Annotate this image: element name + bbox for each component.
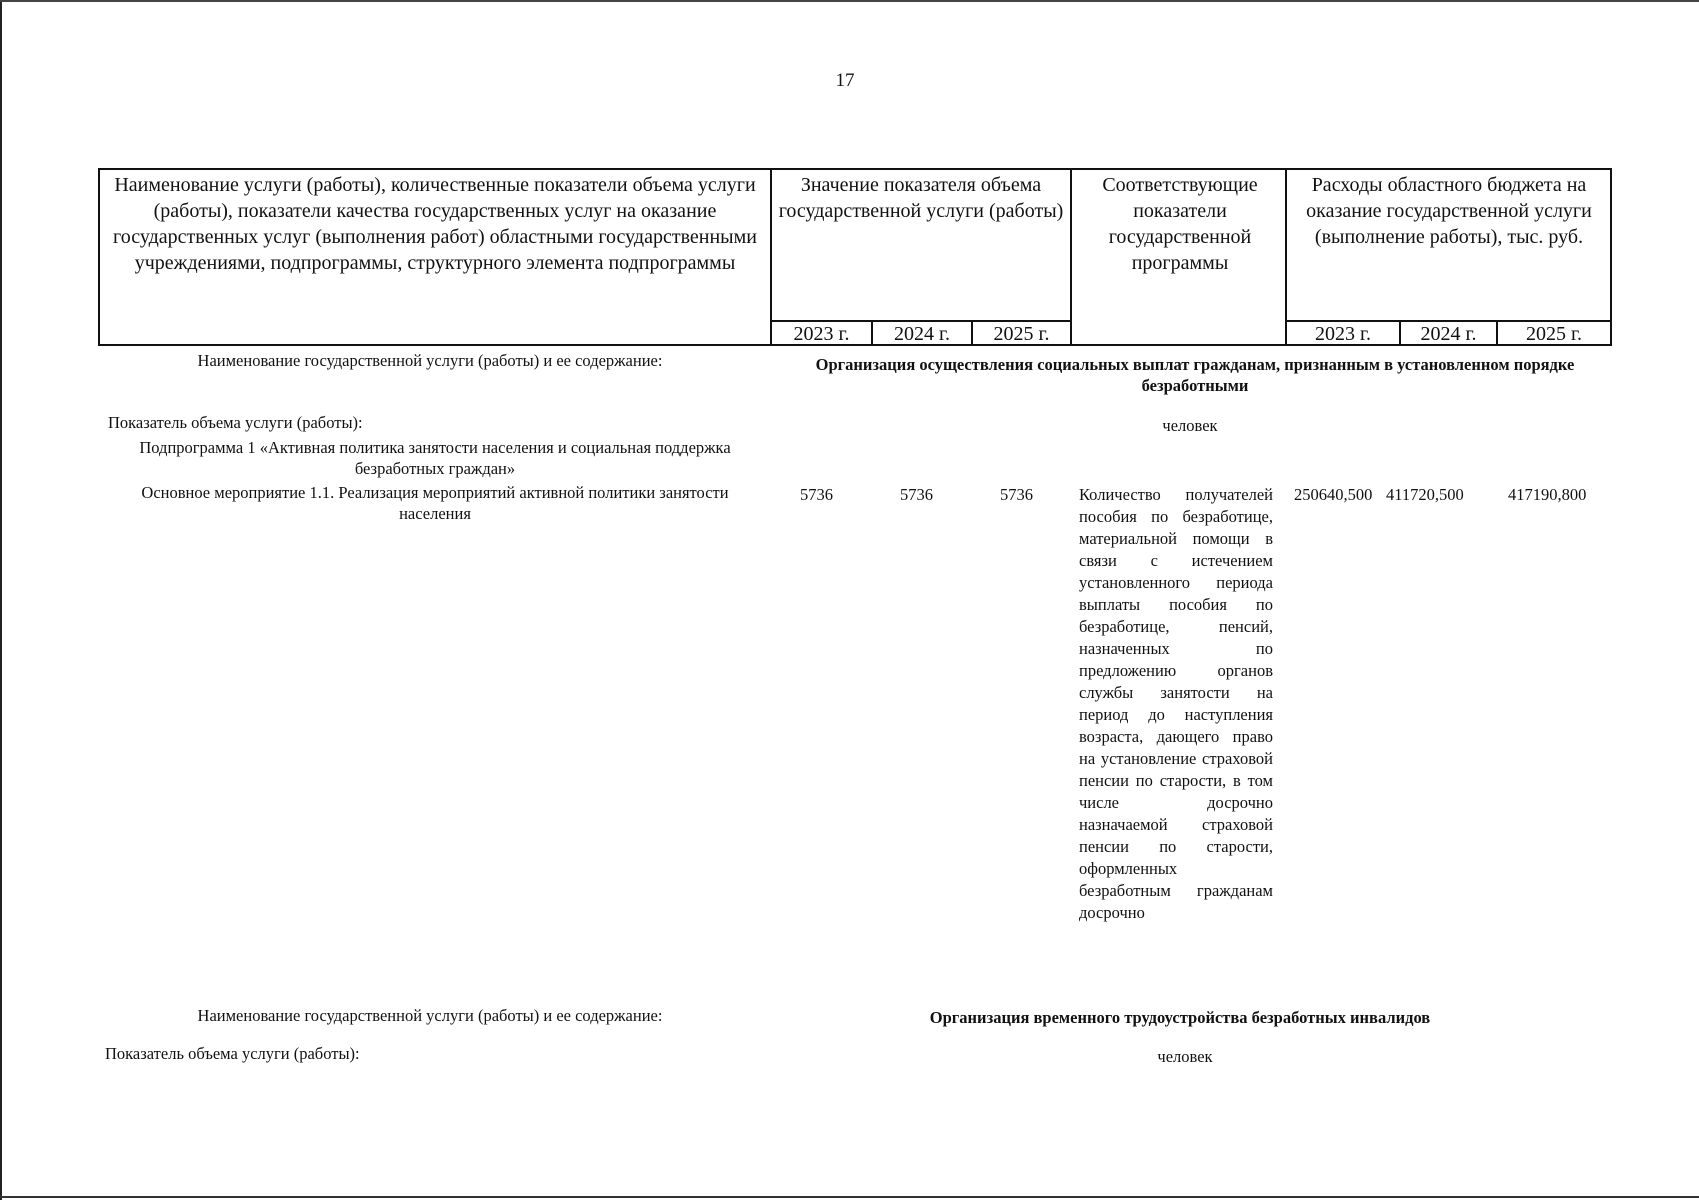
header-col-indicators: Соответствующие показатели государственной программы	[1102, 174, 1258, 274]
scan-edge-bottom	[0, 1196, 1699, 1198]
service-label: Наименование государственной услуги (работы) и ее содержание:	[197, 351, 663, 370]
program-indicator-text: Количество получателей пособия по безработице, материальной помощи в связи с истечением установленного периода выплаты пособия по безработице, пенсий, назначенных по предложению органов службы занятости на период до наступления возраста, дающего право на установление страховой пенсии по старости, в том числе досрочно назначаемой страховой пенсии по старости, оформленных безработным гражданам досрочно	[1079, 485, 1273, 922]
table-border-top	[98, 168, 1612, 170]
header-col-service: Наименование услуги (работы), количественные показатели объема услуги (работы), показатели качества государственных услуг на оказание государственных услуг (выполнения работ) областными государственными учреждениями, подпрограммы, структурного элемента подпрограммы	[113, 174, 757, 274]
volume-2025-value: 5736	[1000, 485, 1033, 504]
volume-unit: человек	[1162, 416, 1218, 435]
year-2024-volume: 2024 г.	[894, 323, 950, 345]
year-2024-expenses: 2024 г.	[1420, 323, 1477, 345]
service-name: Организация осуществления социальных выплат гражданам, признанным в установленном порядке безработными	[815, 355, 1575, 395]
service-name-2: Организация временного трудоустройства безработных инвалидов	[929, 1008, 1431, 1027]
expense-2024-value: 411720,500	[1386, 485, 1464, 504]
volume-indicator-label: Показатель объема услуги (работы):	[108, 413, 363, 432]
year-2025-expenses: 2025 г.	[1526, 323, 1582, 345]
scan-edge-top	[0, 0, 1699, 2]
page-number: 17	[835, 70, 855, 91]
table-header	[98, 168, 1612, 346]
volume-2023-value: 5736	[800, 485, 833, 504]
table-border-left	[98, 168, 100, 346]
expense-2023-value: 250640,500	[1294, 485, 1373, 504]
header-col-expenses: Расходы областного бюджета на оказание государственной услуги (выполнение работы), тыс. руб.	[1306, 174, 1592, 248]
header-col-volume: Значение показателя объема государственной услуги (работы)	[778, 174, 1064, 222]
expense-2025-value: 417190,800	[1508, 485, 1587, 504]
volume-unit-2: человек	[1157, 1047, 1213, 1066]
col-divider-2	[1070, 168, 1072, 346]
service-label-2: Наименование государственной услуги (работы) и ее содержание:	[197, 1006, 663, 1025]
volume-indicator-label-2: Показатель объема услуги (работы):	[105, 1044, 360, 1063]
subprogram: Подпрограмма 1 «Активная политика занятости населения и социальная поддержка безработных граждан»	[139, 438, 731, 478]
year-2023-volume: 2023 г.	[793, 323, 850, 345]
scan-edge-left	[0, 0, 2, 1200]
year-2023-expenses: 2023 г.	[1315, 323, 1371, 345]
volume-2024-value: 5736	[900, 485, 933, 504]
main-activity: Основное мероприятие 1.1. Реализация мероприятий активной политики занятости населения	[141, 483, 729, 523]
year-2025-volume: 2025 г.	[993, 323, 1050, 345]
table-border-bottom-col1	[98, 344, 770, 346]
